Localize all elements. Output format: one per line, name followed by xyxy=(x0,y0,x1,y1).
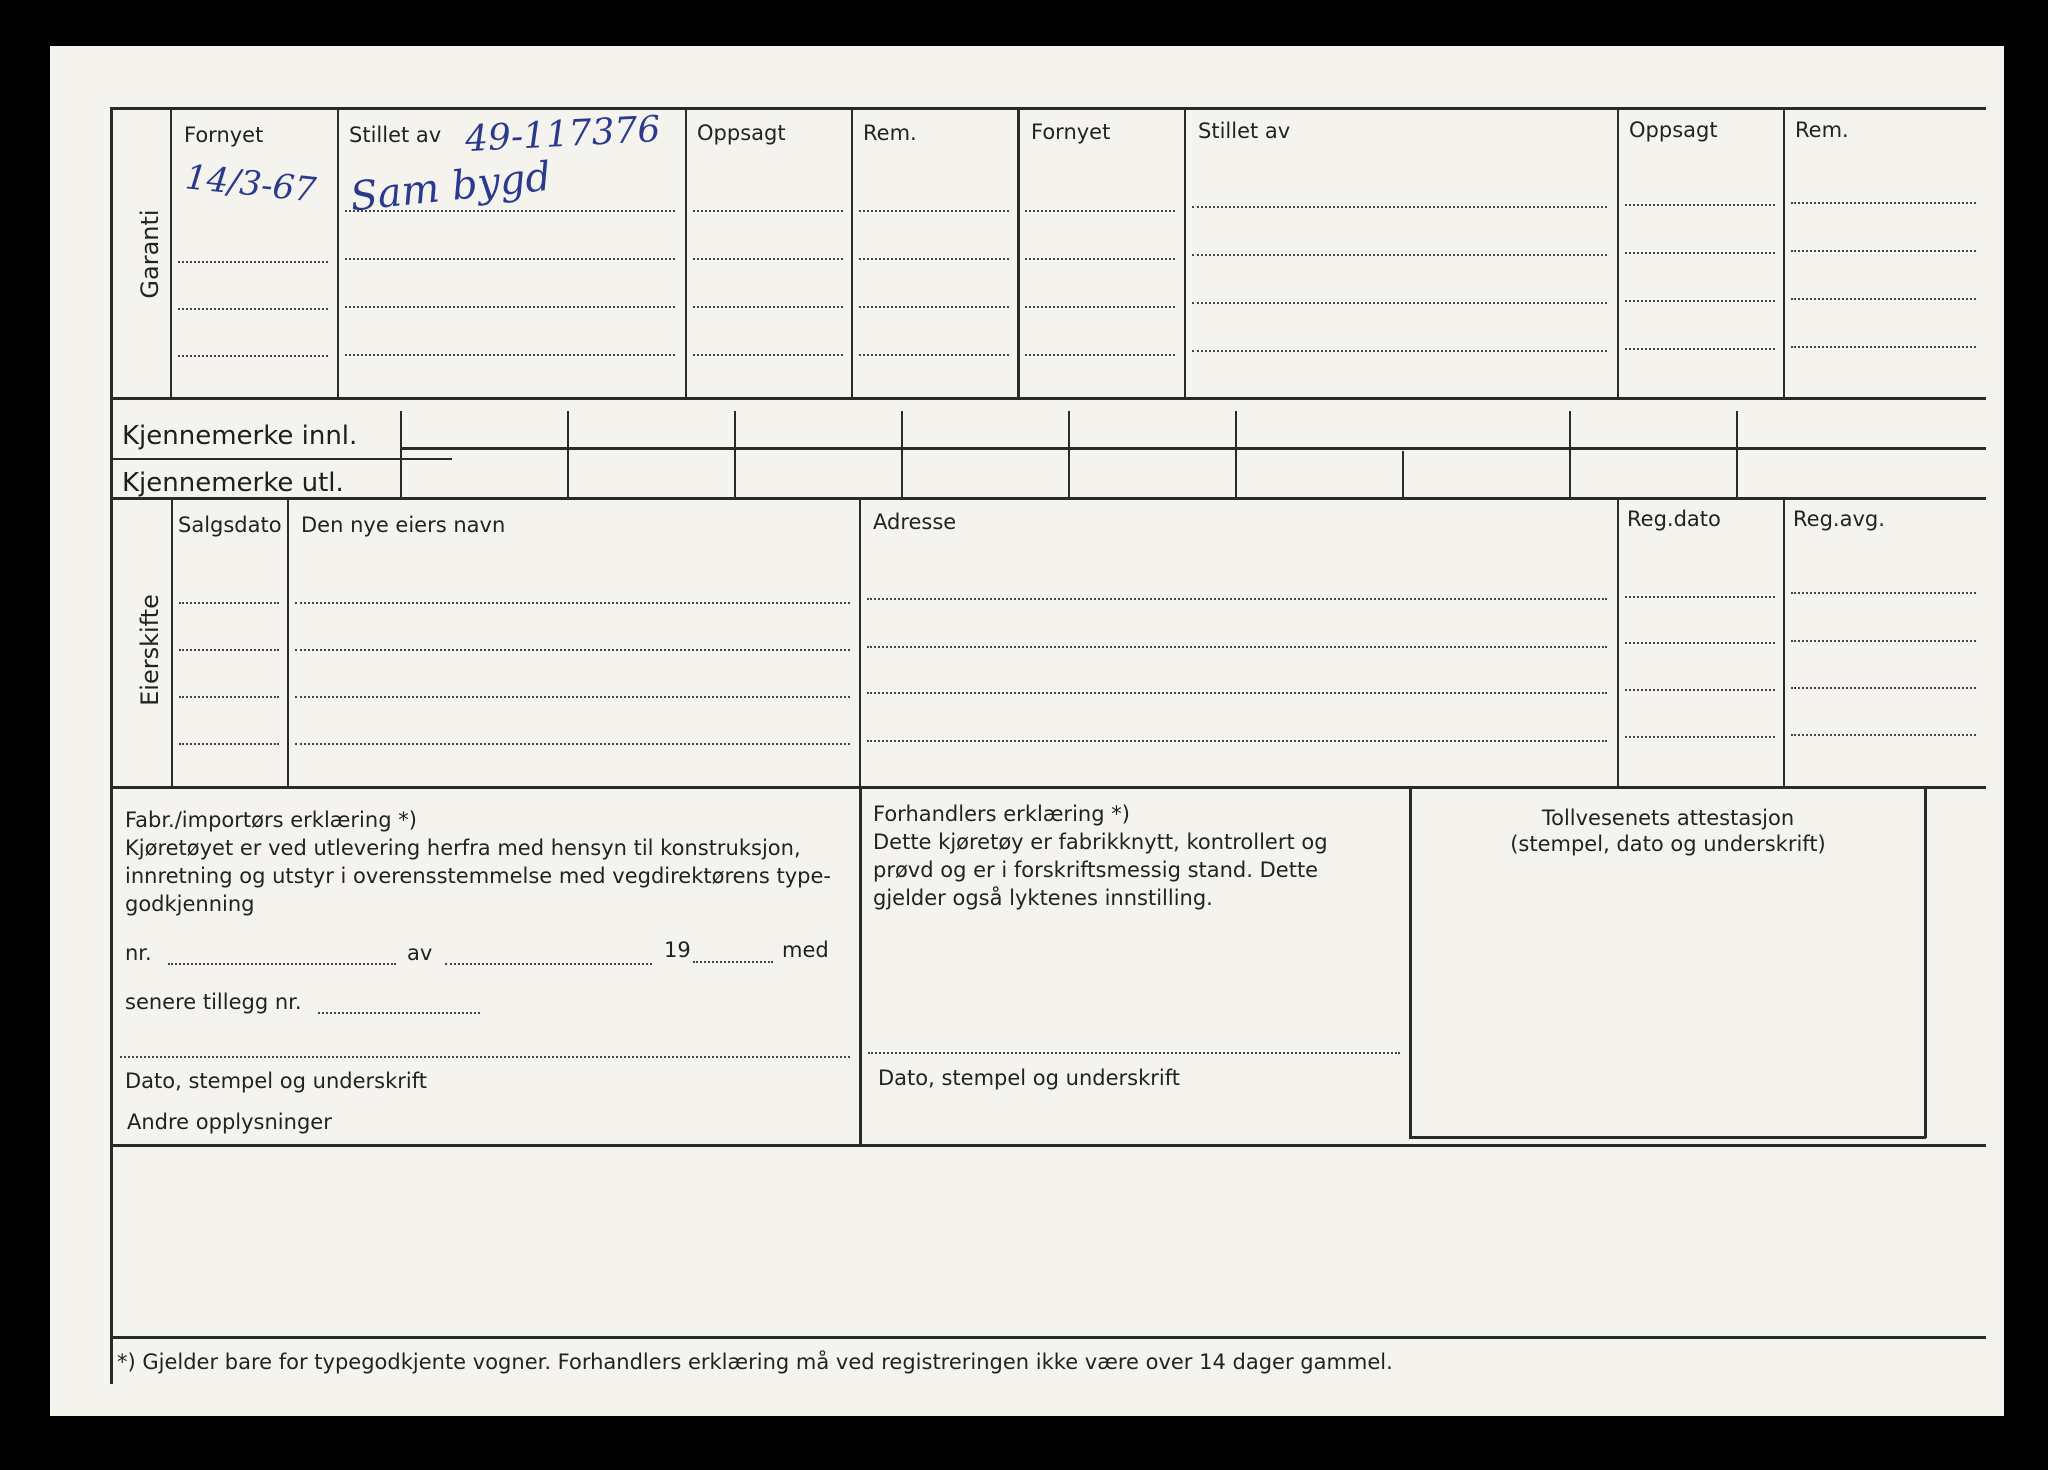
fabr-body-line-1: Kjøretøyet er ved utlevering herfra med hensyn til konstruksjon, xyxy=(125,836,801,860)
handwritten-fornyet-date: 14/3-67 xyxy=(183,157,318,211)
fabr-year-label: 19 xyxy=(664,938,691,962)
forhandler-body-line-3: gjelder også lyktenes innstilling. xyxy=(873,886,1213,910)
andre-opplysninger-label: Andre opplysninger xyxy=(127,1110,332,1134)
fabr-body-line-2: innretning og utstyr i overensstemmelse med vegdirektørens type- xyxy=(125,864,831,888)
handwritten-stillet-av-number: 49-117376 xyxy=(464,108,662,161)
garanti-side-label: Garanti xyxy=(136,209,164,299)
tollvesen-title: Tollvesenets attestasjon xyxy=(1541,806,1795,830)
eierskifte-header-reg-avg: Reg.avg. xyxy=(1793,507,1885,531)
fabr-tillegg-label: senere tillegg nr. xyxy=(125,990,302,1014)
forhandler-body-line-2: prøvd og er i forskriftsmessig stand. Dette xyxy=(873,858,1319,882)
forhandler-body-line-1: Dette kjøretøy er fabrikknytt, kontrollert og xyxy=(873,830,1328,854)
kjennemerke-utl-label: Kjennemerke utl. xyxy=(122,468,344,498)
fabr-med-label: med xyxy=(782,938,829,962)
fabr-signature-label: Dato, stempel og underskrift xyxy=(125,1069,427,1093)
registration-card xyxy=(50,46,2004,1416)
garanti-header-stillet-av-2: Stillet av xyxy=(1198,119,1291,143)
eierskifte-side-label: Eierskifte xyxy=(136,594,164,706)
forhandler-signature-label: Dato, stempel og underskrift xyxy=(878,1066,1180,1090)
garanti-header-rem-1: Rem. xyxy=(863,121,917,145)
garanti-header-fornyet-2: Fornyet xyxy=(1031,120,1111,144)
eierskifte-header-reg-dato: Reg.dato xyxy=(1627,507,1721,531)
eierskifte-header-nye-eiers-navn: Den nye eiers navn xyxy=(301,513,506,537)
fabr-nr-label: nr. xyxy=(125,941,152,965)
tollvesen-subtitle: (stempel, dato og underskrift) xyxy=(1510,832,1826,856)
kjennemerke-innl-label: Kjennemerke innl. xyxy=(122,421,358,451)
fabr-title: Fabr./importørs erklæring *) xyxy=(125,808,417,832)
handwritten-stillet-av-name: Sam bygd xyxy=(348,153,554,221)
fabr-body-line-3: godkjenning xyxy=(125,892,255,916)
eierskifte-header-salgsdato: Salgsdato xyxy=(178,513,282,537)
forhandler-title: Forhandlers erklæring *) xyxy=(873,802,1130,826)
garanti-header-rem-2: Rem. xyxy=(1795,118,1849,142)
garanti-header-fornyet-1: Fornyet xyxy=(184,123,264,147)
footnote: *) Gjelder bare for typegodkjente vogner. Forhandlers erklæring må ved registreringen ikke være over 14 dager gammel. xyxy=(117,1350,1393,1374)
garanti-header-stillet-av-1: Stillet av xyxy=(349,123,442,147)
fabr-av-label: av xyxy=(407,941,433,965)
garanti-header-oppsagt-2: Oppsagt xyxy=(1629,118,1718,142)
garanti-header-oppsagt-1: Oppsagt xyxy=(697,121,786,145)
eierskifte-header-adresse: Adresse xyxy=(873,510,957,534)
